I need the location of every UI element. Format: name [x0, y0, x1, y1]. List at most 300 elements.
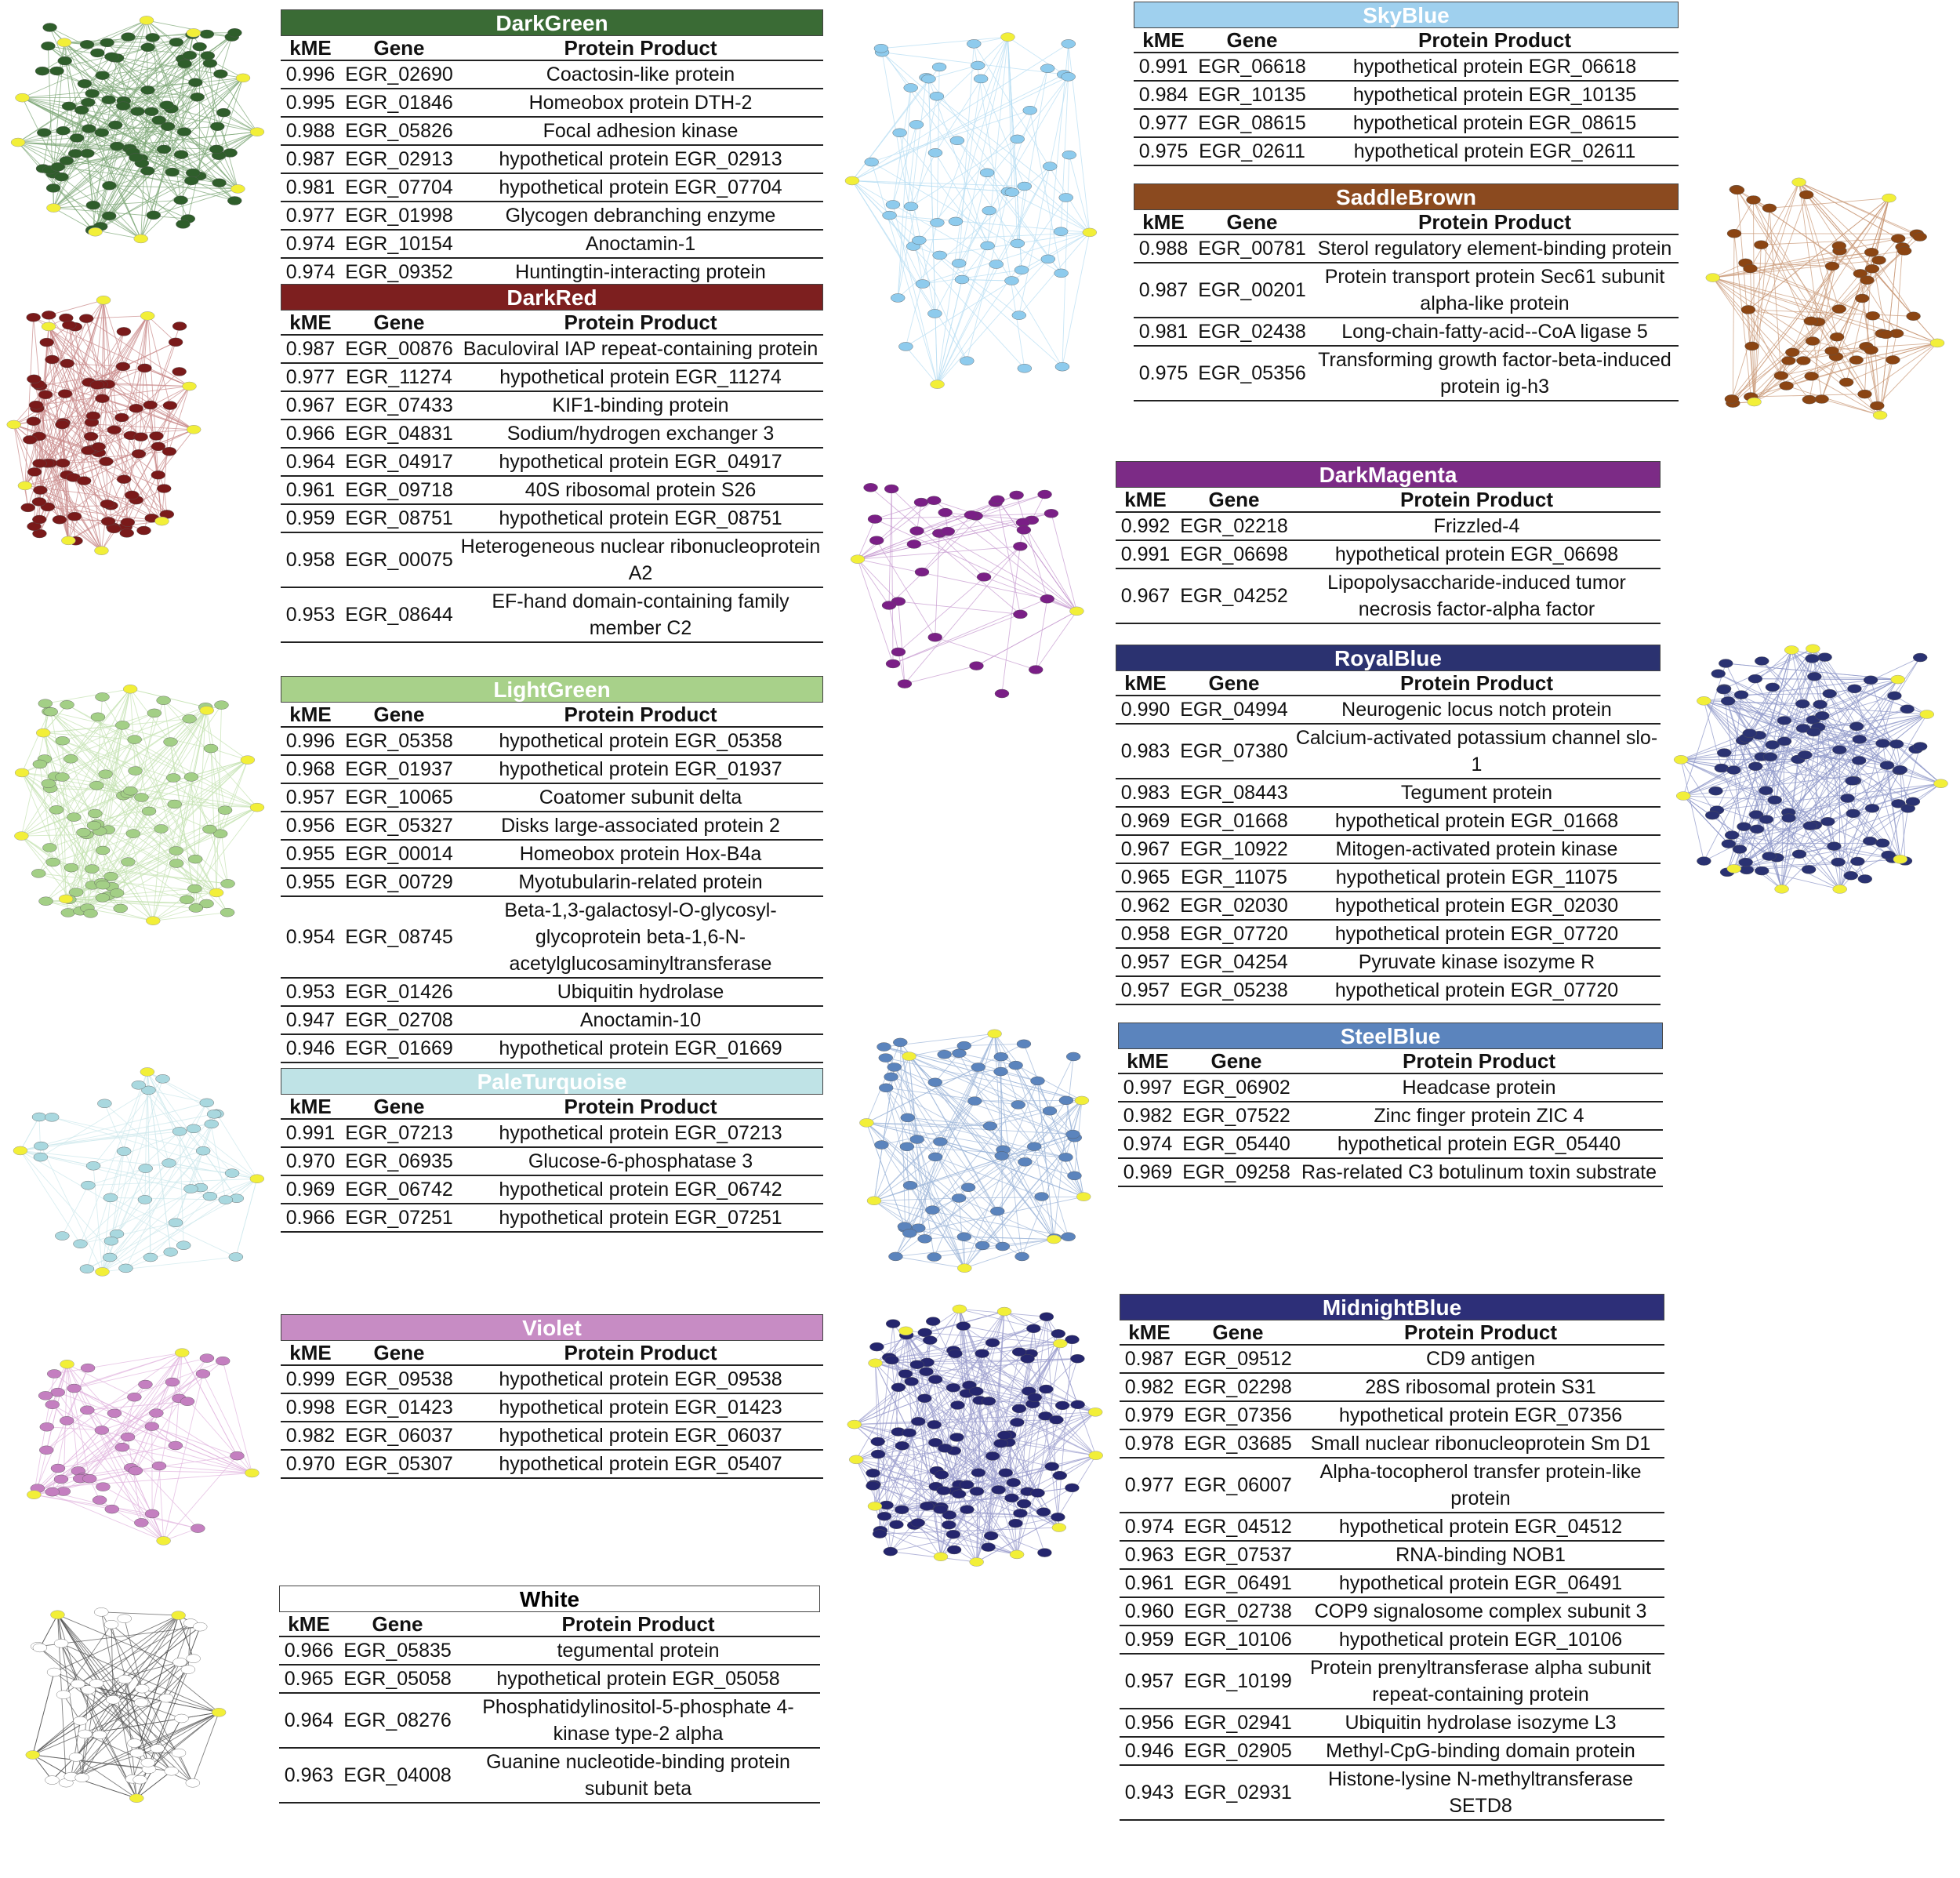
network-node	[927, 1420, 942, 1429]
hub-node	[970, 1557, 984, 1566]
network-node	[1830, 332, 1844, 341]
network-node	[47, 1369, 61, 1378]
network-node	[172, 1749, 186, 1757]
network-node	[89, 781, 103, 790]
hub-node	[1920, 710, 1934, 719]
product-cell: Headcase protein	[1402, 1077, 1556, 1099]
network-node	[54, 1475, 68, 1484]
table-row	[281, 812, 823, 841]
network-node	[928, 633, 942, 641]
network-node	[956, 1322, 971, 1331]
table-row	[281, 533, 823, 588]
product-cell: Sterol regulatory element-binding protein	[1317, 238, 1672, 260]
network-node	[67, 813, 81, 822]
network-node	[175, 1714, 189, 1723]
network-node	[960, 1480, 974, 1489]
product-cell: Methyl-CpG-binding domain protein	[1326, 1740, 1635, 1762]
network-node	[1023, 106, 1037, 114]
table-row	[1120, 1626, 1664, 1655]
hub-node	[1873, 411, 1887, 420]
network-node	[200, 30, 214, 38]
module-title: DarkRed	[281, 284, 823, 311]
table-row	[1134, 263, 1679, 318]
product-cell: Anoctamin-10	[579, 1009, 702, 1031]
hub-node	[953, 1305, 967, 1313]
network-node	[984, 1531, 998, 1540]
module-darkgreen	[281, 9, 823, 287]
kme-header: kME	[289, 1340, 332, 1364]
kme-cell: 0.970	[285, 1150, 336, 1172]
network-node	[38, 1391, 53, 1400]
table-header	[281, 1341, 823, 1366]
network-node	[162, 1159, 176, 1168]
kme-cell: 0.995	[285, 91, 336, 114]
gene-cell: EGR_01937	[345, 757, 453, 780]
table-row	[281, 477, 823, 505]
hub-node	[46, 204, 60, 213]
hub-node	[14, 832, 28, 841]
gene-cell: EGR_09512	[1184, 1347, 1292, 1370]
kme-cell: 0.963	[284, 1764, 334, 1786]
kme-cell: 0.987	[1138, 278, 1189, 301]
product-cell: Myotubularin-related protein	[518, 871, 763, 893]
network-node	[1037, 1549, 1051, 1557]
kme-cell: 0.982	[1124, 1375, 1174, 1398]
gene-cell: EGR_02738	[1184, 1600, 1292, 1622]
network-node	[904, 83, 918, 92]
network-node	[994, 1439, 1008, 1448]
product-cell: Long-chain-fatty-acid--CoA ligase 5	[1341, 321, 1648, 343]
table-row	[281, 979, 823, 1007]
network-node	[1008, 1519, 1022, 1527]
kme-cell: 0.967	[1120, 837, 1171, 860]
product-header: Protein Product	[564, 311, 717, 334]
gene-cell: EGR_10154	[345, 232, 453, 255]
product-header: Protein Product	[564, 1341, 717, 1364]
gene-cell: EGR_11274	[346, 365, 452, 388]
hub-node	[851, 555, 865, 564]
network-node	[227, 28, 241, 37]
kme-cell: 0.974	[1123, 1132, 1173, 1155]
network-node	[1897, 246, 1911, 255]
gene-cell: EGR_00075	[345, 548, 453, 571]
product-cell: hypothetical protein EGR_01937	[499, 758, 782, 780]
network-node	[149, 431, 163, 440]
network-node	[1887, 692, 1901, 700]
network-node	[1027, 1142, 1041, 1151]
product-cell: hypothetical protein EGR_06742	[499, 1179, 782, 1201]
kme-header: kME	[1124, 670, 1167, 695]
network-node	[104, 1237, 118, 1245]
hub-node	[96, 296, 111, 304]
network-node	[1043, 1106, 1057, 1115]
gene-cell: EGR_03685	[1184, 1432, 1292, 1455]
network-node	[56, 459, 70, 467]
product-cell: hypothetical protein EGR_02030	[1334, 895, 1619, 917]
hub-node	[57, 38, 71, 47]
network-node	[938, 1444, 952, 1452]
network-node	[1055, 362, 1069, 371]
network-node	[100, 38, 114, 47]
product-cell: Homeobox protein DTH-2	[528, 92, 753, 114]
kme-cell: 0.946	[285, 1037, 336, 1059]
kme-cell: 0.953	[285, 980, 336, 1003]
network-node	[107, 1409, 122, 1418]
network-node	[1807, 672, 1821, 681]
gene-cell: EGR_07213	[345, 1121, 453, 1144]
network-node	[81, 98, 95, 107]
network-node	[891, 648, 906, 656]
network-node	[39, 1446, 53, 1455]
kme-cell: 0.969	[1123, 1161, 1173, 1183]
network-node	[1900, 705, 1915, 714]
module-paleturquoise	[281, 1068, 823, 1233]
hub-node	[845, 176, 859, 185]
network-node	[27, 313, 41, 321]
network-node	[869, 536, 884, 545]
network-node	[114, 904, 128, 913]
network-node	[1865, 804, 1879, 812]
gene-header: Gene	[1212, 1320, 1264, 1344]
network-node	[141, 1758, 155, 1767]
product-cell: hypothetical protein EGR_06037	[499, 1425, 782, 1447]
network-node	[102, 181, 116, 190]
table-row	[281, 784, 823, 812]
gene-cell: EGR_02611	[1199, 140, 1305, 162]
network-node	[107, 525, 121, 533]
network-node	[209, 145, 223, 154]
kme-cell: 0.977	[1124, 1473, 1174, 1496]
network-node	[140, 166, 154, 175]
network-node	[989, 260, 1004, 268]
product-cell: hypothetical protein EGR_10106	[1338, 1629, 1623, 1651]
network-node	[216, 108, 230, 117]
network-node	[1730, 186, 1744, 194]
network-node	[37, 129, 51, 137]
network-node	[1041, 255, 1055, 263]
network-node	[60, 359, 74, 368]
product-cell: hypothetical protein EGR_01423	[499, 1397, 782, 1418]
hub-node	[902, 1052, 916, 1061]
network-node	[971, 1063, 985, 1071]
module-title: DarkGreen	[281, 9, 823, 36]
network-node	[84, 909, 98, 917]
hub-node	[848, 1420, 862, 1429]
table-row	[281, 505, 823, 533]
hub-node	[1076, 1193, 1091, 1201]
network-node	[1796, 356, 1810, 365]
hub-node	[1083, 228, 1097, 237]
hub-node	[27, 1491, 41, 1499]
network-node	[96, 881, 110, 889]
kme-cell: 0.966	[284, 1639, 334, 1662]
network-node	[191, 1524, 205, 1533]
network-node	[920, 1502, 934, 1510]
network-node	[62, 321, 76, 329]
network-node	[90, 49, 104, 57]
gene-header: Gene	[372, 1611, 423, 1636]
network-node	[914, 498, 928, 507]
product-cell: Ubiquitin hydrolase isozyme L3	[1345, 1712, 1617, 1734]
table-header	[1134, 28, 1679, 53]
network-node	[970, 1487, 984, 1495]
gene-cell: EGR_04008	[343, 1764, 452, 1786]
network-node	[1846, 809, 1860, 818]
kme-cell: 0.977	[1138, 111, 1189, 134]
network-node	[187, 1124, 201, 1133]
hub-node	[172, 1611, 186, 1620]
hub-node	[134, 234, 148, 243]
network-node	[1708, 786, 1722, 795]
network-node	[1014, 266, 1029, 274]
gene-cell: EGR_06935	[345, 1150, 453, 1172]
network-node	[884, 1547, 898, 1556]
network-node	[1813, 700, 1828, 709]
network-node	[1850, 857, 1864, 866]
product-cell: Zinc finger protein ZIC 4	[1374, 1105, 1584, 1127]
hub-node	[1806, 645, 1820, 653]
table-row	[1120, 1458, 1664, 1513]
network-node	[151, 470, 165, 479]
network-node	[1029, 666, 1043, 674]
product-cell: Alpha-tocopherol transfer protein-like protein	[1319, 1461, 1642, 1509]
network-node	[46, 183, 60, 192]
network-node	[1889, 739, 1904, 748]
network-node	[169, 1441, 183, 1450]
network-node	[886, 1320, 900, 1328]
network-node	[1863, 837, 1877, 845]
network-node	[969, 1387, 983, 1396]
network-node	[934, 1505, 948, 1513]
network-node	[33, 1644, 47, 1652]
network-node	[938, 1050, 952, 1059]
table-row	[281, 364, 823, 392]
network-node	[38, 699, 53, 708]
network-node	[68, 149, 82, 158]
kme-header: kME	[289, 310, 332, 334]
network-node	[1013, 542, 1027, 550]
network-node	[1864, 346, 1878, 354]
network-node	[116, 362, 130, 371]
network-node	[108, 121, 122, 129]
kme-cell: 0.957	[1124, 1669, 1174, 1692]
table-header	[1120, 1320, 1664, 1346]
network-node	[1870, 401, 1884, 410]
kme-cell: 0.981	[1138, 320, 1189, 343]
network-node	[1744, 264, 1758, 273]
network-node	[32, 1113, 46, 1121]
network-midnightblue	[840, 1294, 1111, 1576]
table-row	[281, 1120, 823, 1148]
network-node	[94, 1607, 108, 1616]
network-node	[946, 1530, 960, 1538]
product-cell: Huntingtin-interacting protein	[515, 261, 766, 283]
network-node	[1792, 850, 1806, 859]
network-node	[957, 1041, 971, 1050]
gene-cell: EGR_01426	[345, 980, 453, 1003]
gene-cell: EGR_06618	[1198, 55, 1306, 78]
gene-cell: EGR_01423	[345, 1396, 453, 1418]
network-node	[27, 375, 41, 383]
gene-cell: EGR_01668	[1180, 809, 1288, 832]
module-darkmagenta	[1116, 461, 1661, 624]
product-cell: hypothetical protein EGR_02913	[499, 148, 782, 170]
kme-cell: 0.958	[1120, 922, 1171, 945]
network-node	[156, 1074, 170, 1083]
gene-cell: EGR_00781	[1198, 237, 1306, 260]
network-node	[1864, 248, 1878, 256]
product-cell: tegumental protein	[557, 1640, 720, 1662]
network-node	[1804, 317, 1818, 325]
gene-header: Gene	[373, 35, 425, 60]
network-node	[1818, 653, 1832, 662]
network-node	[995, 689, 1009, 698]
network-node	[1062, 1233, 1076, 1241]
network-node	[118, 1675, 132, 1684]
network-node	[950, 1433, 964, 1441]
network-node	[218, 806, 232, 815]
network-node	[1823, 689, 1837, 698]
network-node	[38, 390, 53, 399]
network-node	[893, 1038, 907, 1047]
network-node	[933, 251, 947, 260]
gene-cell: EGR_05358	[345, 729, 453, 752]
module-white	[279, 1586, 820, 1804]
network-node	[960, 1506, 974, 1514]
hub-node	[250, 1175, 264, 1183]
product-cell: Heterogeneous nuclear ribonucleoprotein A2	[460, 536, 821, 584]
gene-cell: EGR_06698	[1180, 543, 1288, 565]
gene-cell: EGR_07251	[345, 1206, 453, 1229]
network-node	[1795, 699, 1809, 708]
network-node	[1727, 229, 1741, 238]
network-node	[203, 1192, 217, 1201]
network-node	[926, 1317, 940, 1326]
table-row	[1116, 779, 1661, 808]
product-cell: Tegument protein	[1400, 782, 1553, 804]
product-cell: hypothetical protein EGR_05358	[499, 730, 782, 752]
network-node	[75, 1774, 89, 1782]
network-node	[172, 367, 187, 376]
table-row	[1116, 569, 1661, 624]
kme-cell: 0.970	[285, 1452, 336, 1475]
network-node	[81, 1181, 95, 1190]
network-node	[1803, 822, 1817, 830]
hub-node	[1727, 864, 1741, 873]
network-node	[27, 417, 41, 426]
network-node	[877, 1512, 891, 1520]
hub-node	[230, 184, 245, 193]
product-cell: hypothetical protein EGR_07720	[1334, 923, 1619, 945]
network-node	[901, 1113, 915, 1122]
table-row	[1120, 1374, 1664, 1402]
network-node	[882, 601, 896, 609]
network-node	[1717, 749, 1731, 757]
network-node	[1802, 395, 1817, 404]
kme-cell: 0.987	[285, 337, 336, 360]
network-node	[1038, 490, 1052, 499]
table-row	[281, 259, 823, 287]
network-node	[1012, 1404, 1026, 1413]
hub-node	[1893, 855, 1907, 863]
network-node	[1805, 372, 1819, 380]
network-node	[77, 477, 91, 485]
gene-cell: EGR_02690	[345, 63, 453, 85]
table-row	[281, 1148, 823, 1176]
network-node	[1777, 737, 1791, 746]
network-node	[201, 52, 215, 60]
product-cell: 40S ribosomal protein S26	[524, 479, 757, 501]
network-node	[193, 42, 207, 51]
network-node	[55, 173, 69, 181]
gene-cell: EGR_10199	[1184, 1669, 1292, 1692]
product-cell: Small nuclear ribonucleoprotein Sm D1	[1310, 1433, 1651, 1455]
network-node	[923, 1336, 937, 1345]
gene-cell: EGR_02708	[345, 1008, 453, 1031]
network-node	[166, 774, 180, 783]
gene-header: Gene	[1210, 1048, 1262, 1073]
network-node	[885, 1356, 899, 1364]
hub-node	[1047, 1235, 1061, 1244]
hub-node	[209, 888, 223, 897]
network-node	[1065, 1484, 1079, 1492]
gene-cell: EGR_06491	[1184, 1571, 1292, 1594]
product-cell: Phosphatidylinositol-5-phosphate 4-kinase type-2 alpha	[482, 1696, 794, 1745]
network-node	[165, 1767, 179, 1775]
network-node	[188, 855, 202, 863]
network-node	[1059, 193, 1073, 202]
network-node	[895, 1441, 909, 1450]
network-node	[900, 1142, 914, 1151]
network-node	[990, 1207, 1004, 1215]
module-violet	[281, 1314, 823, 1479]
network-node	[928, 1375, 942, 1384]
network-node	[212, 179, 227, 187]
table-row	[279, 1637, 820, 1665]
network-node	[1853, 735, 1867, 743]
kme-cell: 0.955	[285, 842, 336, 865]
network-node	[1825, 347, 1839, 355]
network-node	[1745, 342, 1759, 351]
network-node	[904, 202, 918, 211]
network-node	[1872, 256, 1886, 264]
network-node	[220, 908, 234, 917]
product-header: Protein Product	[1403, 1320, 1557, 1344]
network-node	[134, 1518, 148, 1527]
network-node	[193, 1622, 207, 1631]
network-node	[1864, 676, 1878, 685]
network-node	[45, 1400, 60, 1409]
gene-cell: EGR_08615	[1198, 111, 1306, 134]
hub-node	[95, 1267, 109, 1276]
network-node	[214, 701, 228, 710]
table-row	[281, 1451, 823, 1479]
network-node	[902, 1429, 916, 1437]
network-node	[49, 805, 64, 814]
gene-cell: EGR_10065	[345, 786, 453, 808]
network-node	[159, 1694, 173, 1702]
network-node	[1832, 242, 1846, 250]
product-cell: hypothetical protein EGR_07213	[499, 1122, 782, 1144]
network-lightgreen	[4, 676, 270, 935]
hub-node	[1775, 885, 1789, 893]
table-row	[1134, 347, 1679, 401]
gene-cell: EGR_05058	[343, 1667, 452, 1690]
network-node	[921, 74, 935, 83]
table-row	[1116, 949, 1661, 977]
network-node	[1043, 162, 1057, 171]
table-row	[281, 841, 823, 869]
